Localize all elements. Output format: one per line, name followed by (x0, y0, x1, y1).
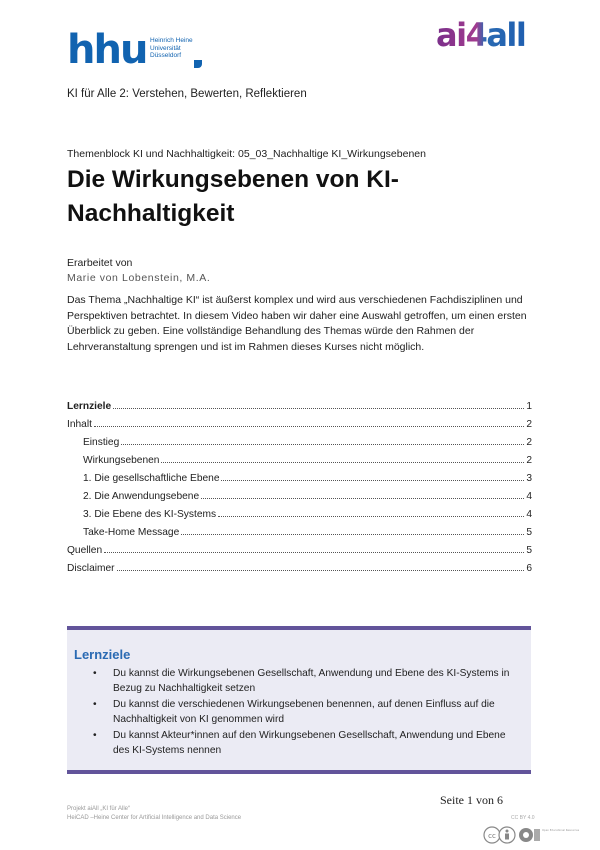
svg-text:cc: cc (488, 832, 496, 840)
toc-leader-dots (181, 534, 524, 535)
toc-entry-label: Wirkungsebenen (83, 455, 160, 466)
oer-label: Open Educational Resources (542, 829, 580, 832)
toc-entry[interactable] (67, 524, 532, 542)
toc-entry-label: Disclaimer (67, 563, 115, 574)
ai4all-logo (436, 18, 546, 52)
toc-entry[interactable] (67, 434, 532, 452)
by-icon (499, 827, 515, 843)
footer-institution: HeiCAD –Heine Center for Artificial Intelligence and Data Science (67, 815, 242, 821)
toc-entry-label: Take-Home Message (83, 527, 180, 538)
document-title: Die Wirkungsebenen von KI- Nachhaltigkeit (67, 166, 399, 227)
toc-entry[interactable] (67, 506, 532, 524)
toc-entry[interactable] (67, 470, 532, 488)
list-item: • Du kannst die Wirkungsebenen Gesellschaft, Anwendung und Ebene des KI-Systems in Bezug zu Nachhaltigkeit setzen (93, 668, 510, 694)
bullet-icon: • (93, 668, 97, 679)
oer-icon (519, 828, 540, 842)
toc-entry-page: 5 (526, 527, 532, 538)
hhu-logo (67, 27, 217, 73)
author-name: Marie von Lobenstein, M.A. (67, 272, 211, 284)
erarbeitet-label: Erarbeitet von (67, 257, 133, 269)
toc-leader-dots (121, 444, 524, 445)
cc-icon (484, 827, 500, 843)
intro-paragraph: Das Thema „Nachhaltige KI“ ist äußerst komplex und wird aus verschiedenen Fachdisziplinen und Perspektiven betrachtet. In diesem Video haben wir daher eine Auswahl getroffen, um einen ersten Überblick zu geben. Eine vollständige Behandlung des Themas würde den Rahmen der Lehrveranstaltung sprengen und ist im Rahmen dieses Kurses nicht möglich. (67, 294, 527, 353)
toc-leader-dots (218, 516, 524, 517)
toc-entry-label: 1. Die gesellschaftliche Ebene (83, 473, 220, 484)
hhu-logo-subtitle: Heinrich Heine Universität Düsseldorf (150, 37, 193, 59)
toc-leader-dots (113, 408, 524, 409)
list-item: • Du kannst die verschiedenen Wirkungsebenen benennen, auf denen Einfluss auf die Nachhaltigkeit von KI genommen wird (93, 699, 495, 725)
hhu-logo-wordmark: hhu (67, 27, 147, 73)
lernziele-box (67, 626, 531, 774)
toc-entry-page: 1 (526, 401, 532, 412)
toc-entry[interactable] (67, 416, 532, 434)
toc-entry-label: 2. Die Anwendungsebene (83, 491, 200, 502)
toc-entry-page: 5 (526, 545, 532, 556)
toc-entry[interactable] (67, 542, 532, 560)
license-icons (483, 825, 580, 845)
toc-entry-page: 2 (526, 455, 532, 466)
toc-leader-dots (94, 426, 524, 427)
toc-leader-dots (104, 552, 524, 553)
toc-entry[interactable] (67, 488, 532, 506)
toc-entry[interactable] (67, 452, 532, 470)
toc-entry-page: 4 (526, 491, 532, 502)
course-title: KI für Alle 2: Verstehen, Bewerten, Reflektieren (67, 88, 307, 100)
toc-entry[interactable] (67, 560, 532, 578)
toc-entry-page: 2 (526, 419, 532, 430)
toc-entry-label: 3. Die Ebene des KI-Systems (83, 509, 217, 520)
toc-leader-dots (201, 498, 524, 499)
toc-entry-label: Lernziele (67, 401, 112, 412)
bullet-icon: • (93, 730, 97, 741)
toc-leader-dots (117, 570, 524, 571)
footer-project: Projekt aiAll „KI für Alle“ (67, 806, 131, 812)
toc-entry-page: 2 (526, 437, 532, 448)
toc-entry-page: 4 (526, 509, 532, 520)
toc-entry[interactable] (67, 398, 532, 416)
toc-entry-label: Einstieg (83, 437, 120, 448)
bullet-icon: • (93, 699, 97, 710)
list-item: • Du kannst Akteur*innen auf den Wirkungsebenen Gesellschaft, Anwendung und Ebene des KI-Systems nennen (93, 730, 506, 756)
ai4all-logo-text: ai4all (436, 16, 526, 54)
toc-entry-label: Inhalt (67, 419, 92, 430)
toc-entry-page: 3 (526, 473, 532, 484)
license-text: CC BY 4.0 (511, 815, 535, 821)
themenblock-label: Themenblock KI und Nachhaltigkeit: 05_03_Nachhaltige KI_Wirkungsebenen (67, 148, 426, 160)
toc-entry-label: Quellen (67, 545, 103, 556)
lernziele-list (93, 666, 519, 759)
page-number: Seite 1 von 6 (440, 793, 503, 807)
toc-leader-dots (221, 480, 524, 481)
hhu-logo-mark (194, 60, 202, 68)
toc-entry-page: 6 (526, 563, 532, 574)
lernziele-title: Lernziele (74, 647, 131, 662)
table-of-contents (67, 398, 532, 578)
toc-leader-dots (161, 462, 524, 463)
